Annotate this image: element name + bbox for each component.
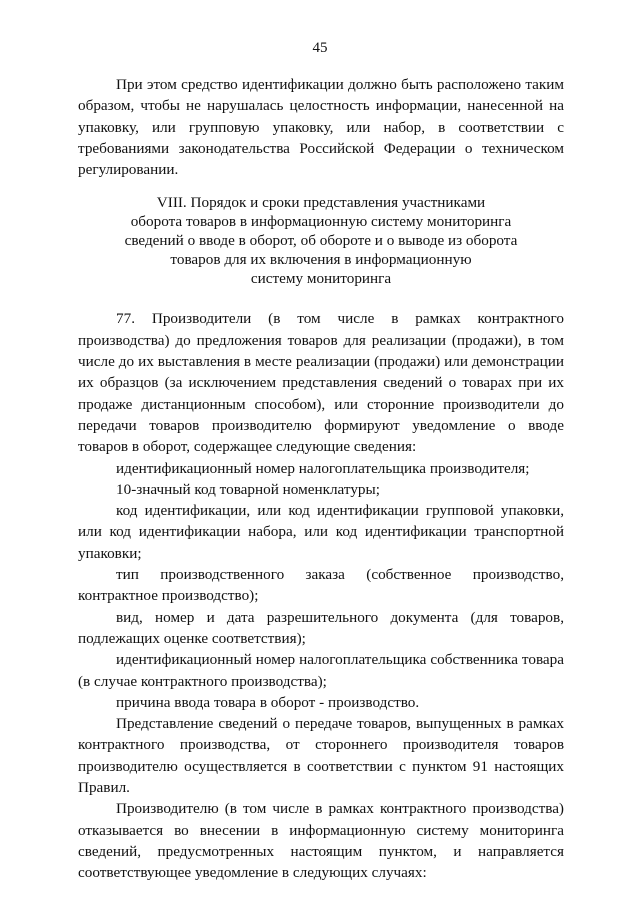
refusal-paragraph: Производителю (в том числе в рамках контрактного производства) отказывается во внесении в информационную систему мониторинга сведений, предусмотренных настоящим пунктом, и направляется соответствующее уведомление в следующих случаях: (78, 800, 564, 882)
section-title-line: оборота товаров в информационную систему мониторинга (130, 213, 512, 231)
section-title-line: VIII. Порядок и сроки представления участниками (156, 194, 486, 212)
list-item: идентификационный номер налогоплательщика производителя; (116, 459, 530, 477)
paragraph-77: 77. Производители (в том числе в рамках контрактного производства) до предложения товаров для реализации (продажи), в том числе до их выставления в месте реализации (продажи) или демонстрации их образцов (за исключением представления сведений о товарах при их продаже дистанционным способом), или сторонние производители до передачи товаров производителю формируют уведомление о вводе товаров в оборот, содержащее следующие сведения: (78, 310, 564, 456)
section-title-line: товаров для их включения в информационную (170, 251, 472, 269)
section-title-line: систему мониторинга (250, 270, 392, 288)
section-title-line: сведений о вводе в оборот, об обороте и о выводе из оборота (124, 232, 518, 250)
list-item: тип производственного заказа (собственное производство, контрактное производство); (78, 566, 564, 605)
intro-paragraph: При этом средство идентификации должно быть расположено таким образом, чтобы не нарушалась целостность информации, нанесенной на упаковку, или групповую упаковку, или набор, в соответствии с требованиями законодательства Российской Федерации о техническом регулировании. (78, 76, 564, 179)
section-title (78, 193, 564, 288)
list-item: код идентификации, или код идентификации групповой упаковки, или код идентификации набора, или код идентификации транспортной упаковки; (78, 502, 564, 562)
page-number: 45 (312, 40, 328, 56)
list-item: идентификационный номер налогоплательщика собственника товара (в случае контрактного производства); (78, 651, 564, 690)
list-item: причина ввода товара в оборот - производство. (116, 693, 420, 711)
list-item: 10-значный код товарной номенклатуры; (116, 480, 380, 498)
list-item: вид, номер и дата разрешительного документа (для товаров, подлежащих оценке соответствия); (78, 608, 564, 647)
document-body (78, 74, 564, 884)
contract-production-paragraph: Представление сведений о передаче товаров, выпущенных в рамках контрактного производства, от стороннего производителя товаров производителю осуществляется в соответствии с пунктом 91 настоящих Правил. (78, 715, 564, 797)
